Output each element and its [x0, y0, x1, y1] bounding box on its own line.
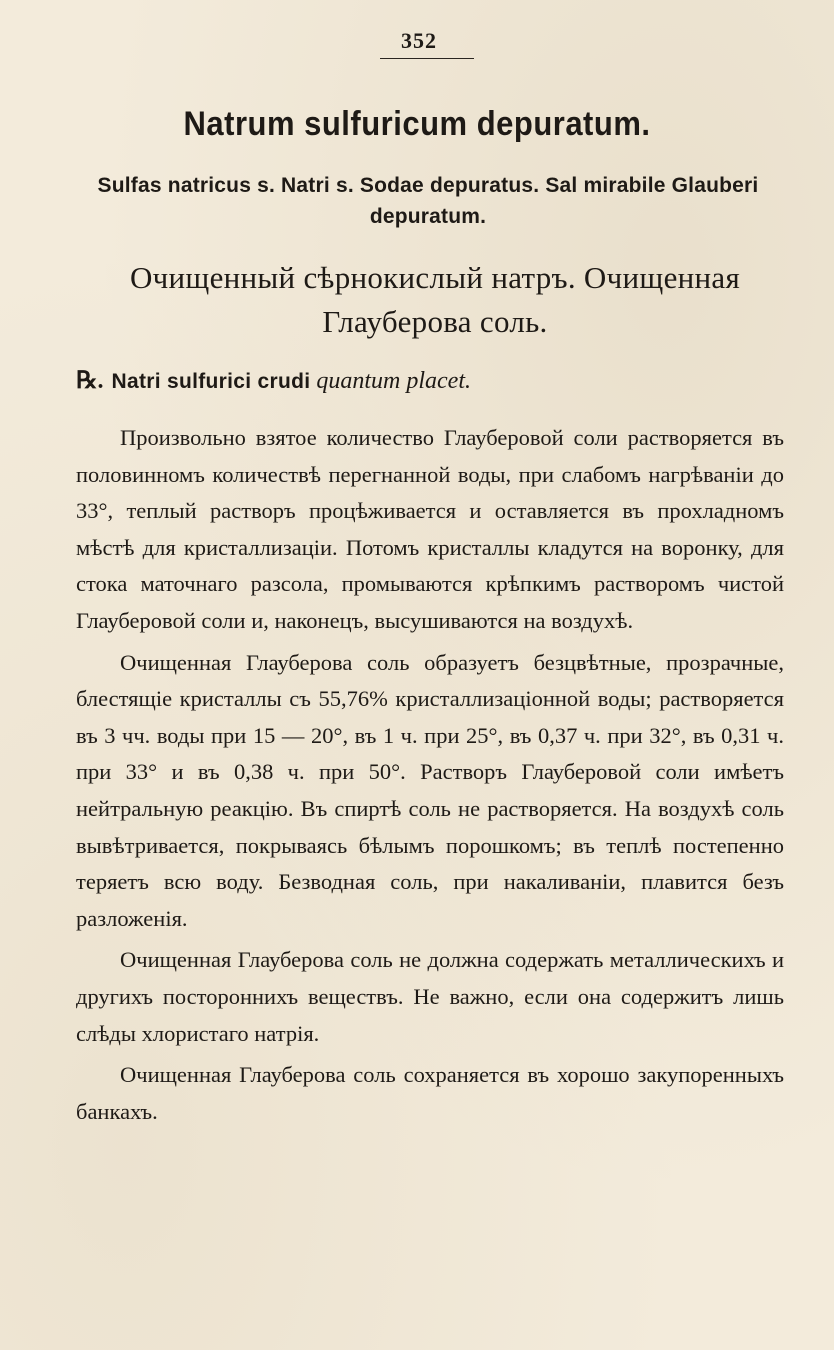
paragraph-purity: Очищенная Глауберова соль не должна содержать металлическихъ и другихъ постороннихъ веществъ. Не важно, если она содержитъ лишь слѣды хлористаго натрія. — [76, 947, 784, 1046]
page-number: 352 — [401, 28, 437, 53]
header-rule — [380, 58, 474, 59]
paragraph-preparation: Произвольно взятое количество Глауберовой соли растворяется въ половинномъ количествѣ перегнанной воды, при слабомъ нагрѣваніи до 33°, теплый растворъ процѣживается и оставляется въ прохладномъ мѣстѣ для кристаллизаціи. Потомъ кристаллы кладутся на воронку, для стока маточнаго разсола, промываются крѣпкимъ растворомъ чистой Глауберовой соли и, наконецъ, высушиваются на воздухѣ. — [76, 425, 784, 633]
paragraph-properties: Очищенная Глауберова соль образуетъ безцвѣтные, прозрачные, блестящіе кристаллы съ 55,76% кристаллизаціонной воды; растворяется въ 3 чч. воды при 15 — 20°, въ 1 ч. при 25°, въ 0,37 ч. при 32°, въ 0,31 ч. при 33° и въ 0,38 ч. при 50°. Растворъ Глауберовой соли имѣетъ нейтральную реакцію. Въ спиртѣ соль не растворяется. На воздухѣ соль вывѣтривается, покрываясь бѣлымъ порошкомъ; въ теплѣ постепенно теряетъ всю воду. Безводная соль, при накаливаніи, плавится безъ разложенія. — [76, 649, 784, 931]
recipe-quantity: quantum placet. — [316, 368, 471, 394]
russian-title: Очищенный сѣрнокислый натръ. Очищенная Глауберова соль. — [129, 260, 741, 339]
recipe-drug: Natri sulfurici crudi — [111, 370, 311, 393]
paragraph-storage: Очищенная Глауберова соль сохраняется въ хорошо закупоренныхъ банкахъ. — [76, 1062, 784, 1124]
recipe-line — [76, 366, 471, 397]
recipe-symbol: ℞. — [76, 368, 104, 394]
body-text — [76, 420, 784, 1135]
latin-title: Natrum sulfuricum depuratum. — [183, 103, 651, 144]
latin-synonyms: Sulfas natricus s. Natri s. Sodae depuratus. Sal mirabile Glauberi depuratum. — [97, 174, 759, 228]
